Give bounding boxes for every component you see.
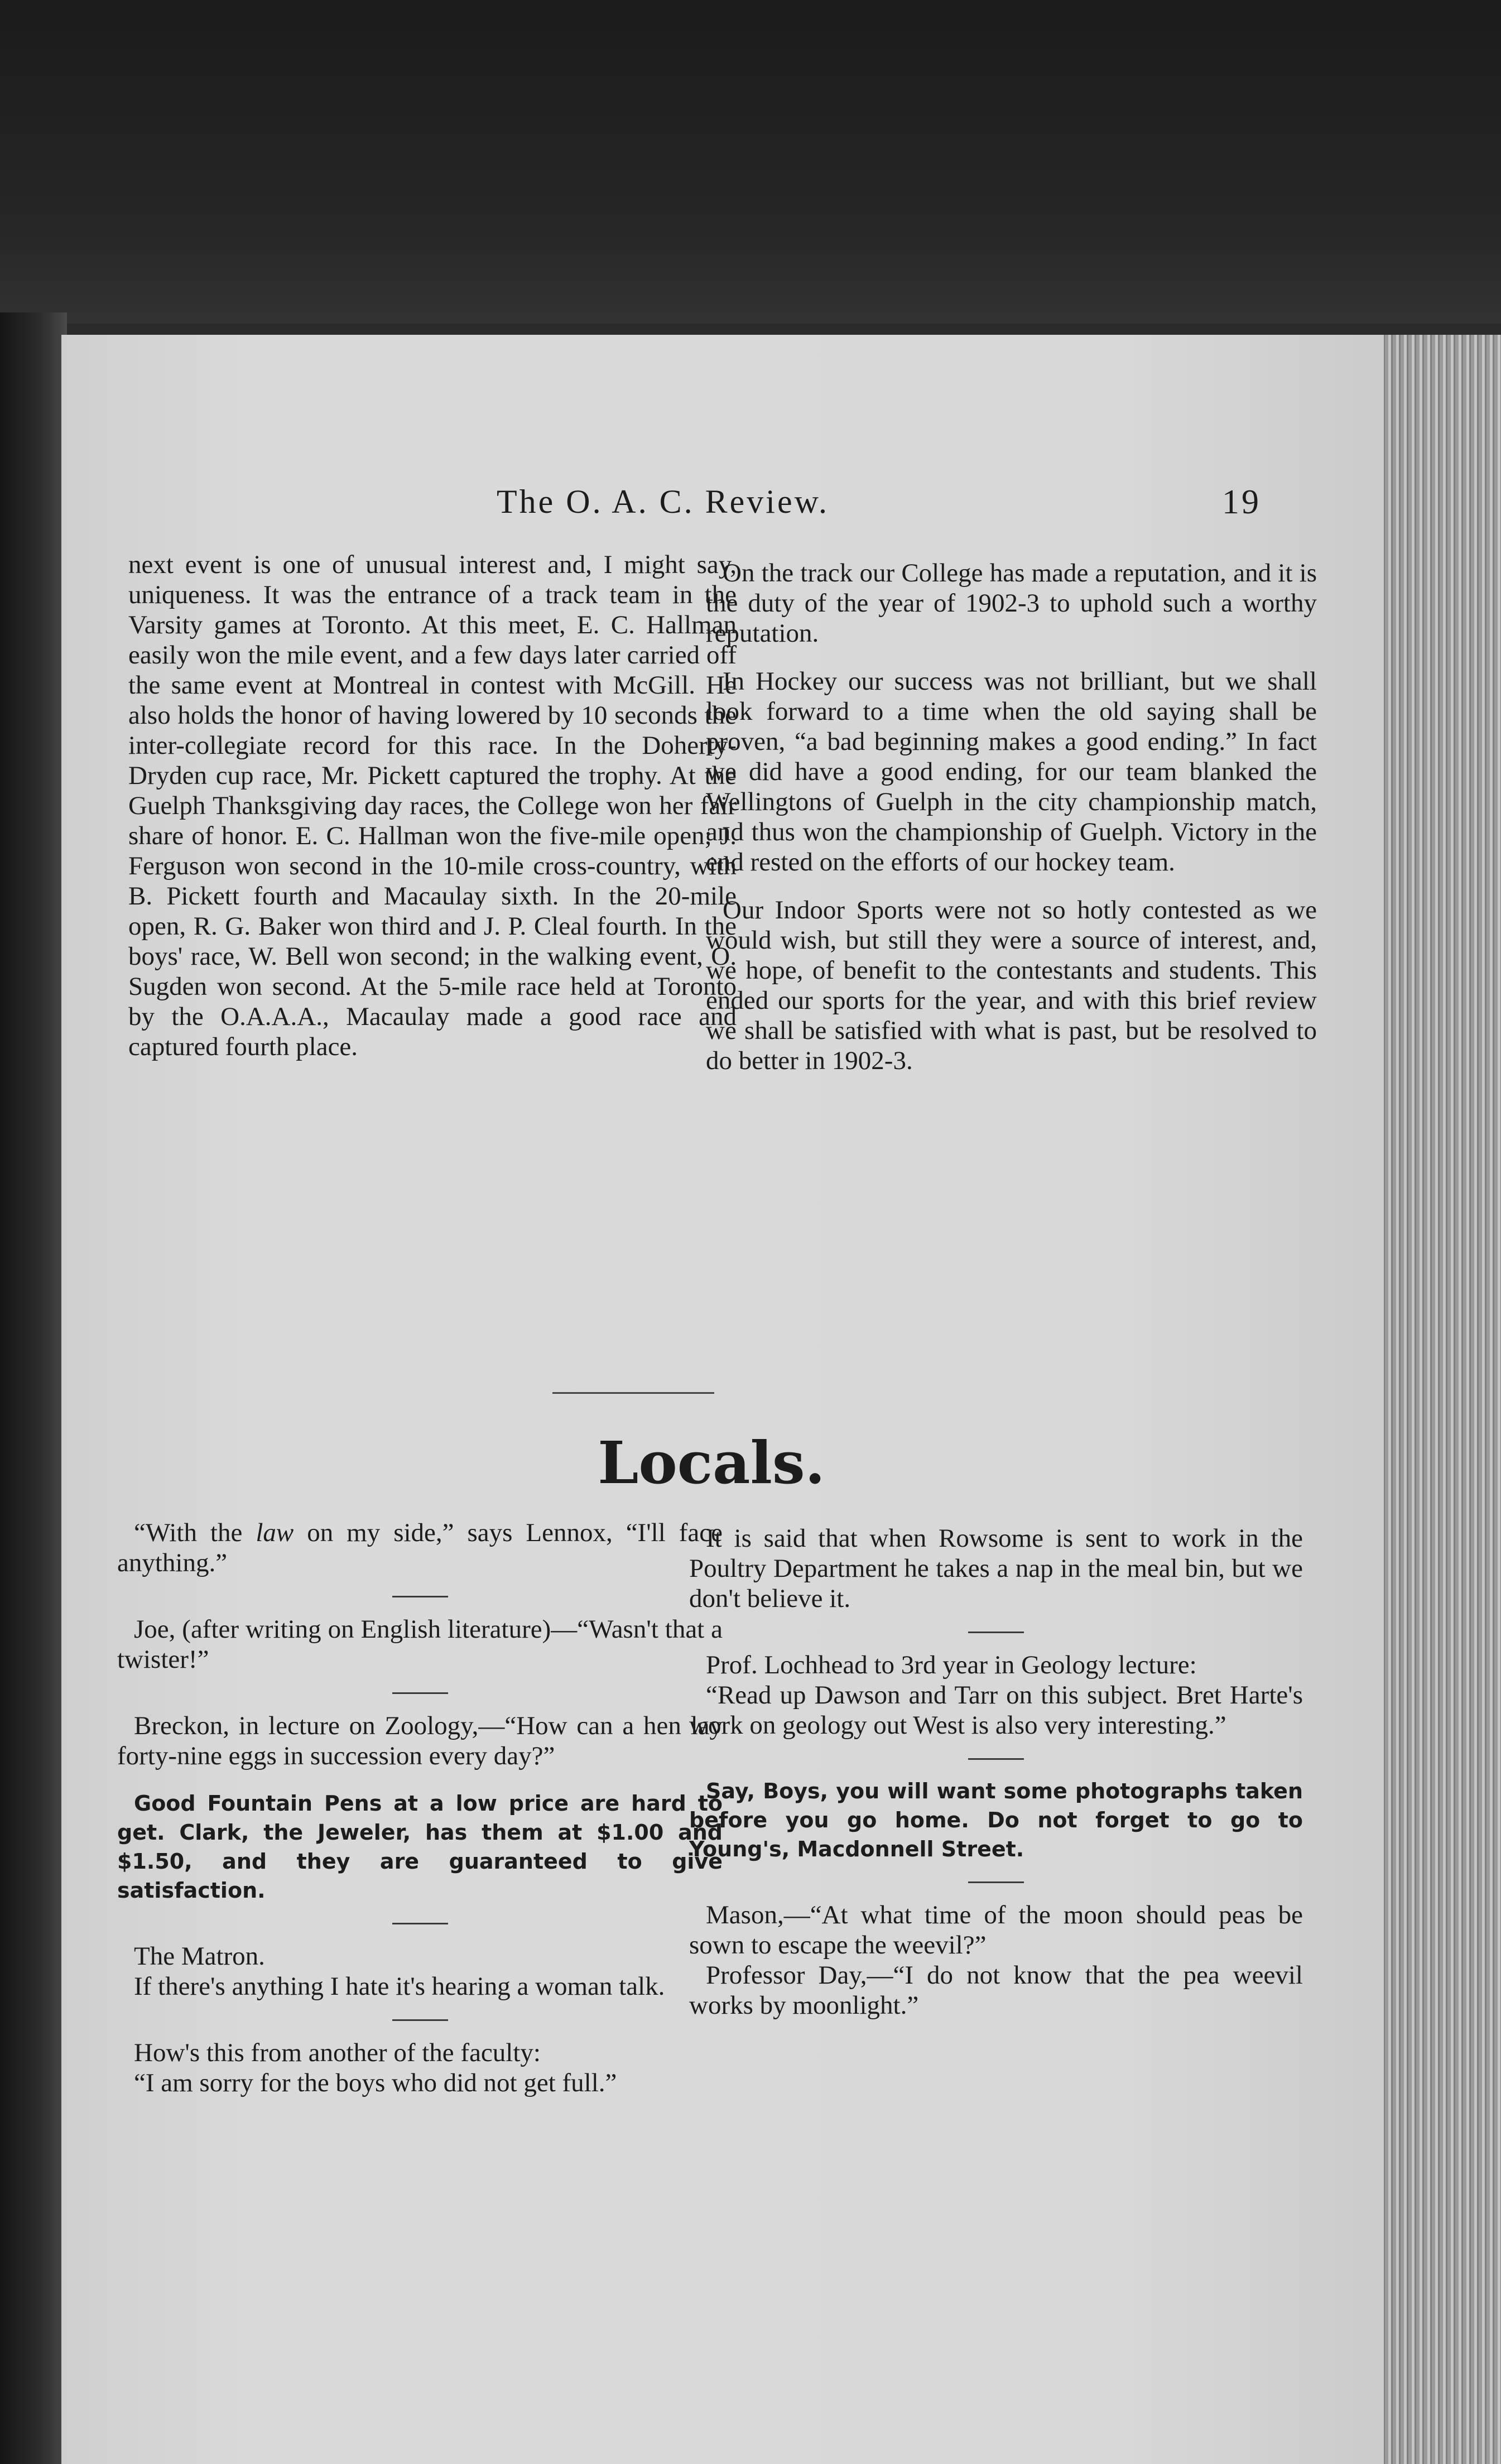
lochhead-intro: Prof. Lochhead to 3rd year in Geology lecture: xyxy=(706,1650,1197,1679)
divider-rule xyxy=(968,1632,1024,1633)
matron-item xyxy=(117,1941,723,2001)
locals-right-column xyxy=(689,1523,1303,2038)
locals-left-column xyxy=(117,1518,723,2116)
faculty-quote: “I am sorry for the boys who did not get full.” xyxy=(134,2068,617,2097)
photograph-advertisement: Say, Boys, you will want some photographs taken before you go home. Do not forget to go to Young's, Macdonnell Street. xyxy=(689,1779,1303,1861)
divider-rule xyxy=(392,1923,448,1924)
matron-quote: If there's anything I hate it's hearing a woman talk. xyxy=(134,1972,665,2001)
page-number: 19 xyxy=(1222,483,1261,521)
mason-question: Mason,—“At what time of the moon should peas be sown to escape the weevil?” xyxy=(689,1900,1303,1960)
left-page-edge xyxy=(0,312,67,2464)
lochhead-quote: “Read up Dawson and Tarr on this subject. Bret Harte's work on geology out West is also very interesting.” xyxy=(689,1681,1303,1740)
faculty-item xyxy=(117,2038,723,2098)
law-quote: “With the law on my side,” says Lennox, “I'll face anything.” xyxy=(117,1518,723,1577)
divider-rule xyxy=(392,2019,448,2021)
section-divider xyxy=(552,1392,714,1394)
track-paragraph: On the track our College has made a reputation, and it is the duty of the year of 1902-3 to uphold such a worthy reputation. xyxy=(706,559,1317,648)
divider-rule xyxy=(968,1881,1024,1883)
fountain-pen-advertisement: Good Fountain Pens at a low price are hard to get. Clark, the Jeweler, has them at $1.00 and $1.50, and they are guaranteed to give satisfaction. xyxy=(117,1791,723,1903)
locals-heading: Locals. xyxy=(598,1428,825,1497)
divider-rule xyxy=(968,1758,1024,1760)
indoor-sports-paragraph: Our Indoor Sports were not so hotly contested as we would wish, but still they were a source of interest, and, we hope, of benefit to the contestants and students. This ended our sports for the year, and with this brief review we shall be satisfied with what is past, but be resolved to do better in 1902-3. xyxy=(706,896,1317,1075)
divider-rule xyxy=(392,1692,448,1694)
weevil-item xyxy=(689,1900,1303,2020)
matron-heading: The Matron. xyxy=(134,1942,265,1971)
athletics-right-column xyxy=(706,558,1317,1094)
day-answer: Professor Day,—“I do not know that the pea weevil works by moonlight.” xyxy=(689,1961,1303,2020)
hockey-paragraph: In Hockey our success was not brilliant, but we shall look forward to a time when the old saying shall be proven, “a bad beginning makes a good ending.” In fact we did have a good ending, for our team blanked the Wellingtons of Guelph in the city championship match, and thus won the championship of Guelph. Victory in the end rested on the efforts of our hockey team. xyxy=(706,667,1317,877)
breckon-quote: Breckon, in lecture on Zoology,—“How can a hen lay forty-nine eggs in succession every day?” xyxy=(117,1711,723,1770)
rowsome-item: It is said that when Rowsome is sent to work in the Poultry Department he takes a nap in the meal bin, but we don't believe it. xyxy=(689,1524,1303,1613)
athletics-paragraph: next event is one of unusual interest and, I might say, uniqueness. It was the entrance of a track team in the Varsity games at Toronto. At this meet, E. C. Hallman easily won the mile event, and a few days later carried off the same event at Montreal in contest with McGill. He also holds the honor of having lowered by 10 seconds the inter-collegiate record for this race. In the Doherty-Dryden cup race, Mr. Pickett captured the trophy. At the Guelph Thanksgiving day races, the College won her fair share of honor. E. C. Hallman won the five-mile open; J. Ferguson won second in the 10-mile cross-country, with B. Pickett fourth and Macaulay sixth. In the 20-mile open, R. G. Baker won third and J. P. Cleal fourth. In the boys' race, W. Bell won second; in the walking event, O. Sugden won second. At the 5-mile race held at Toronto by the O.A.A.A., Macaulay made a good race and captured fourth place. xyxy=(128,550,737,1061)
athletics-left-column xyxy=(128,550,737,1080)
joe-quote: Joe, (after writing on English literature)—“Wasn't that a twister!” xyxy=(117,1615,723,1674)
divider-rule xyxy=(392,1596,448,1597)
dark-background-top xyxy=(0,0,1501,324)
journal-page xyxy=(61,335,1384,2464)
faculty-intro: How's this from another of the faculty: xyxy=(134,2038,541,2067)
lochhead-item xyxy=(689,1650,1303,1740)
running-title: The O. A. C. Review. xyxy=(497,483,830,520)
page-header xyxy=(61,483,1384,522)
